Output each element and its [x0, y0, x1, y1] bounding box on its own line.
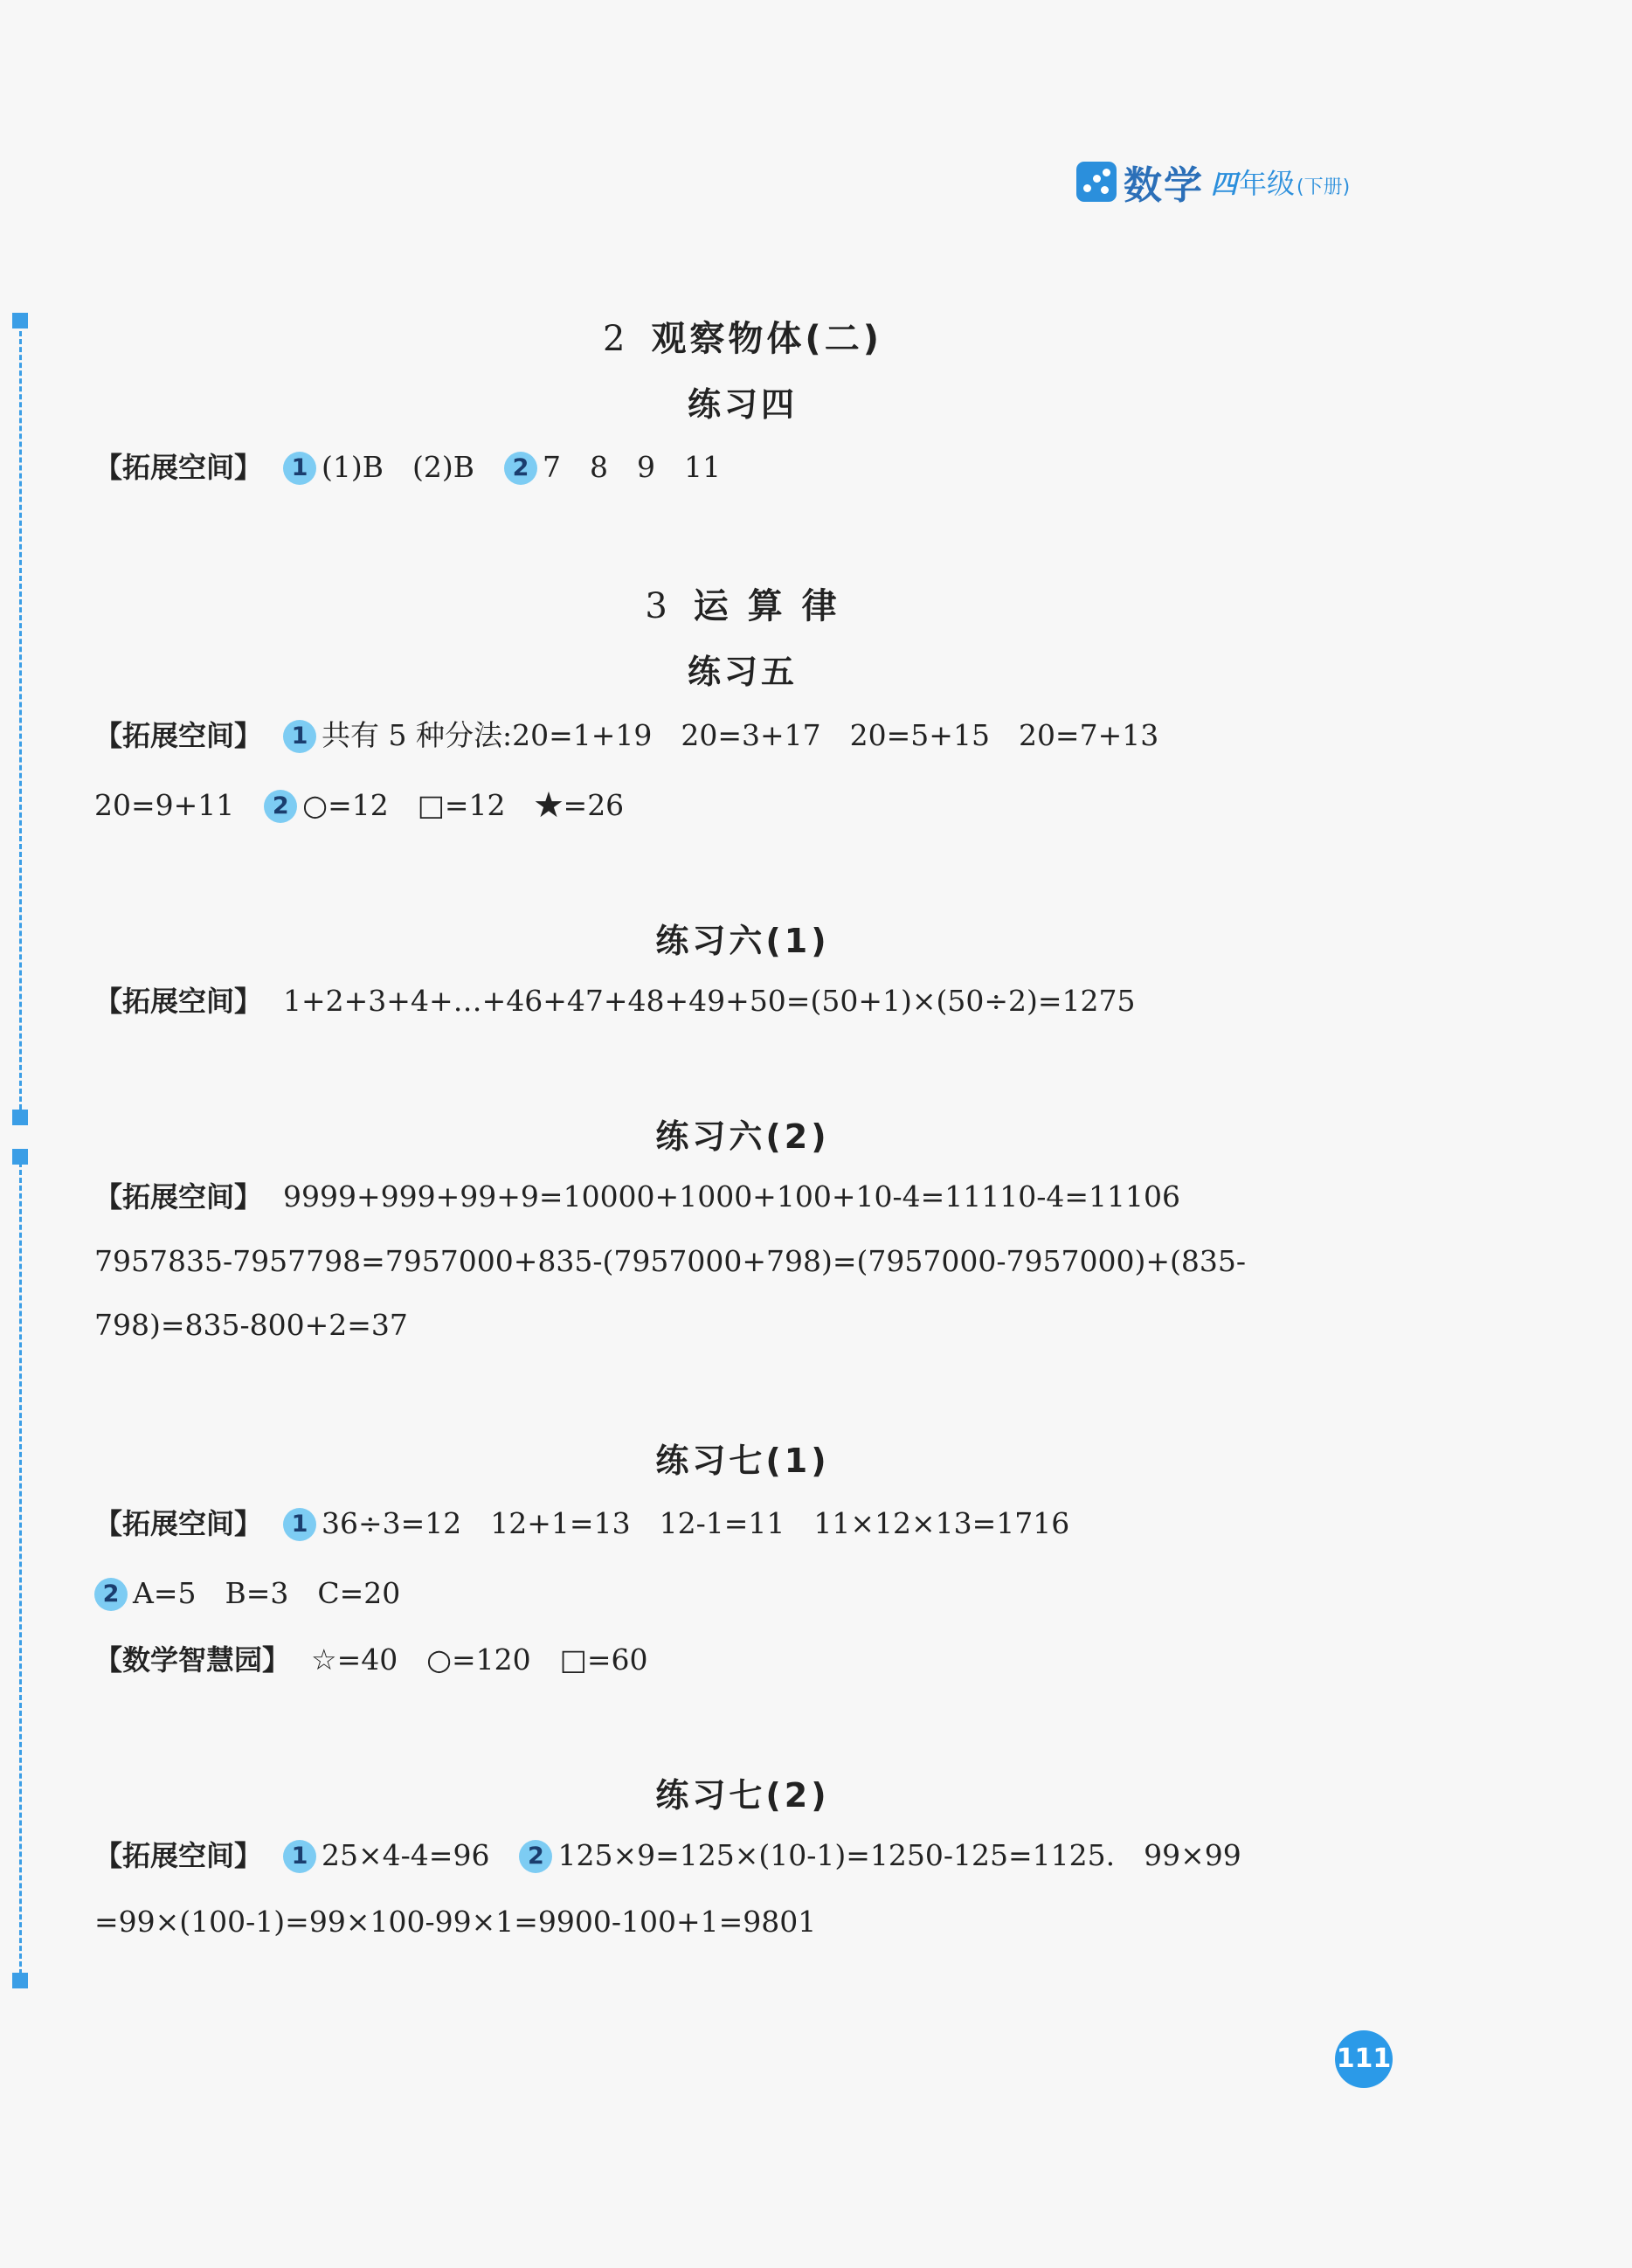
answer-text: ☆=40 ○=120 □=60 — [311, 1642, 648, 1677]
question-badge: 1 — [283, 720, 316, 753]
question-badge: 2 — [264, 790, 297, 823]
subtitle-lx7-1: 练习七(1) — [655, 1442, 830, 1480]
subtitle-lx4: 练习四 — [687, 385, 798, 424]
answer-line-lx7-2-cont: =99×(100-1)=99×100-99×1=9900-100+1=9801 — [94, 1905, 817, 1939]
answer-line-lx4 — [94, 450, 721, 485]
tag-expand: 【拓展空间】 — [94, 1180, 263, 1214]
question-badge: 1 — [283, 1508, 316, 1541]
answer-line-lx7-1 — [94, 1506, 1069, 1541]
book-brand — [1076, 154, 1350, 210]
brand-logo-icon — [1076, 162, 1117, 202]
answer-text: 25×4-4=96 — [322, 1838, 490, 1872]
subtitle-lx7-2: 练习七(2) — [655, 1776, 830, 1815]
brand-grade: 年级 — [1239, 167, 1296, 200]
section-title-2: 2 观察物体(二) — [602, 319, 882, 359]
tag-expand: 【拓展空间】 — [94, 451, 263, 484]
tag-expand: 【拓展空间】 — [94, 1839, 263, 1872]
answer-text: 1+2+3+4+…+46+47+48+49+50=(50+1)×(50÷2)=1275 — [283, 984, 1136, 1018]
answer-line-lx6-2-cont: 7957835-7957798=7957000+835-(7957000+798)=(7957000-7957000)+(835- — [94, 1244, 1247, 1278]
question-badge: 1 — [283, 452, 316, 485]
answer-line-lx6-2-cont2: 798)=835-800+2=37 — [94, 1308, 408, 1342]
answer-text: 20=9+11 — [94, 788, 235, 822]
answer-line-lx5-cont — [94, 788, 624, 823]
margin-dashed-line — [19, 1162, 22, 1974]
question-badge: 2 — [94, 1578, 128, 1611]
answer-text: A=5 B=3 C=20 — [133, 1576, 401, 1610]
answer-line-lx6-2 — [94, 1179, 1180, 1214]
answer-text: 36÷3=12 12+1=13 12-1=11 11×12×13=1716 — [322, 1506, 1070, 1540]
answer-text: 125×9=125×(10-1)=1250-125=1125. 99×99 — [557, 1838, 1241, 1872]
question-badge: 2 — [504, 452, 537, 485]
answer-line-lx7-2 — [94, 1838, 1241, 1873]
tag-expand: 【拓展空间】 — [94, 985, 263, 1018]
subtitle-lx6-2: 练习六(2) — [655, 1117, 830, 1156]
answer-line-lx7-1-q2 — [94, 1576, 400, 1611]
answer-text: 共有 5 种分法:20=1+19 20=3+17 20=5+15 20=7+13 — [322, 718, 1159, 752]
subtitle-lx5: 练习五 — [687, 653, 798, 691]
tag-expand: 【拓展空间】 — [94, 1507, 263, 1540]
section-title-3: 3 运 算 律 — [645, 586, 840, 626]
answer-text: 9999+999+99+9=10000+1000+100+10-4=11110-4=11106 — [283, 1179, 1181, 1214]
brand-subject: 数学 — [1124, 163, 1204, 208]
answer-text: 7 8 9 11 — [543, 450, 721, 484]
page-number: 111 — [1335, 2030, 1393, 2088]
tag-expand: 【拓展空间】 — [94, 719, 263, 752]
answer-text: (1)B (2)B — [322, 450, 475, 484]
answer-line-lx7-1-wisdom — [94, 1642, 648, 1677]
margin-dashed-line — [19, 323, 22, 1110]
subtitle-lx6-1: 练习六(1) — [655, 922, 830, 960]
brand-volume: (下册) — [1297, 176, 1351, 198]
brand-grade-number: 四 — [1211, 169, 1237, 200]
answer-line-lx6-1 — [94, 984, 1136, 1019]
question-badge: 2 — [519, 1840, 552, 1873]
answer-line-lx5 — [94, 718, 1158, 753]
tag-wisdom: 【数学智慧园】 — [94, 1643, 291, 1677]
answer-text: ○=12 □=12 ★=26 — [302, 788, 625, 822]
question-badge: 1 — [283, 1840, 316, 1873]
margin-marker — [12, 1973, 28, 1988]
